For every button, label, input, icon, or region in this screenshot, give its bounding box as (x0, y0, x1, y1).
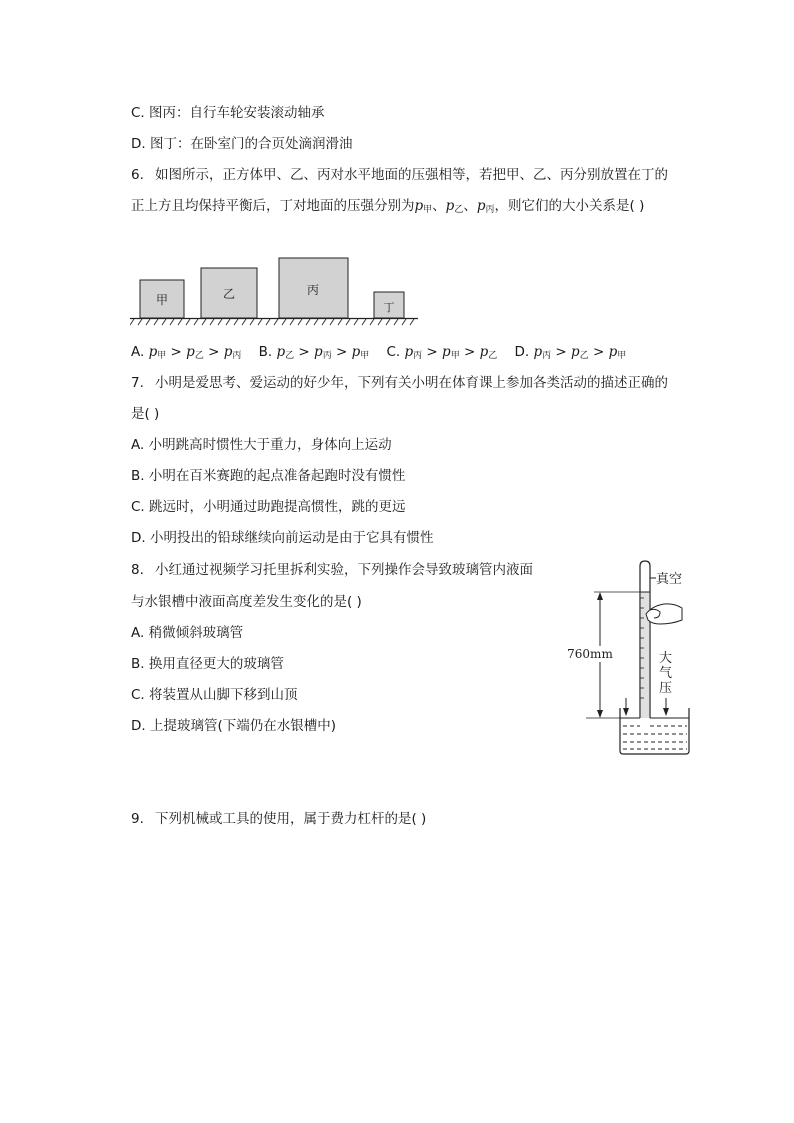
q7-option-a: A. 小明跳高时惯性大于重力，身体向上运动 (131, 437, 392, 453)
q8-stem-line2: 与水银槽中液面高度差发生变化的是( ) (131, 594, 362, 610)
q8-option-c: C. 将装置从山脚下移到山顶 (131, 687, 298, 703)
height-label: 760mm (567, 647, 613, 661)
q8-stem-line1 (131, 560, 533, 580)
ground-hatching (130, 319, 414, 325)
sub-yi: 乙 (454, 205, 464, 215)
q7-stem-line1 (131, 373, 668, 393)
q8-option-a: A. 稍微倾斜玻璃管 (131, 625, 244, 641)
hand-icon (646, 604, 682, 624)
q6-stem-line2 (131, 196, 644, 220)
q8-option-b: B. 换用直径更大的玻璃管 (131, 656, 284, 672)
q6-line2-suffix: ，则它们的大小关系是( ) (494, 198, 645, 214)
q6-line1-text: 如图所示，正方体甲、乙、丙对水平地面的压强相等，若把甲、乙、丙分别放置在丁的 (155, 167, 668, 183)
mercury-trough (620, 708, 689, 754)
block-jia-label: 甲 (155, 293, 169, 307)
tube-mercury (641, 592, 649, 718)
trough-mercury-dashes (623, 726, 687, 749)
q9-stem-line1 (131, 809, 426, 829)
separator: 、 (463, 198, 477, 214)
q6-option-d: D. $p_丙 > p_乙 > p_甲$ (514, 344, 627, 361)
q8-number: 8. (131, 562, 144, 578)
separator: 、 (432, 198, 446, 214)
q7-option-c: C. 跳远时，小明通过助跑提高惯性，跳的更远 (131, 499, 406, 515)
q6-blocks-figure (130, 252, 420, 328)
q9-number: 9. (131, 811, 144, 827)
q5-option-c: C. 图丙：自行车轮安装滚动轴承 (131, 105, 325, 121)
q6-line2-prefix: 正上方且均保持平衡后，丁对地面的压强分别为 (131, 198, 415, 214)
q6-option-a: A. $p_甲 > p_乙 > p_丙$ (131, 344, 242, 361)
height-arrow-bottom (597, 710, 603, 718)
q7-stem-line2: 是( ) (131, 406, 160, 422)
atm-label-1: 大 (659, 651, 673, 666)
p-symbol: p (414, 198, 424, 214)
block-yi-label: 乙 (222, 287, 236, 301)
q6-stem-line1 (131, 165, 668, 185)
torricelli-figure (560, 558, 700, 758)
height-arrow-top (597, 592, 603, 600)
q5-option-d: D. 图丁：在卧室门的合页处滴润滑油 (131, 136, 353, 152)
q6-number: 6. (131, 167, 144, 183)
block-bing-label: 丙 (306, 283, 320, 297)
q6-option-b: B. $p_乙 > p_丙 > p_甲$ (258, 344, 370, 361)
q7-line1-text: 小明是爱思考、爱运动的好少年，下列有关小明在体育课上参加各类活动的描述正确的 (155, 375, 668, 391)
q6-option-c: C. $p_丙 > p_甲 > p_乙$ (386, 344, 498, 361)
q9-line1-text: 下列机械或工具的使用，属于费力杠杆的是( ) (155, 811, 427, 827)
q7-option-d: D. 小明投出的铅球继续向前运动是由于它具有惯性 (131, 530, 434, 546)
atm-label-3: 压 (659, 681, 673, 696)
sub-jia: 甲 (423, 205, 433, 215)
q7-option-b: B. 小明在百米赛跑的起点准备起跑时没有惯性 (131, 468, 406, 484)
block-ding-label: 丁 (383, 301, 395, 314)
p-symbol: p (445, 198, 455, 214)
atm-label-2: 气 (659, 666, 673, 681)
q6-options (131, 342, 626, 366)
q7-number: 7. (131, 375, 144, 391)
q8-line1-text: 小红通过视频学习托里拆利实验，下列操作会导致玻璃管内液面 (155, 562, 533, 578)
sub-bing: 丙 (485, 205, 495, 215)
p-symbol: p (476, 198, 486, 214)
q8-option-d: D. 上提玻璃管(下端仍在水银槽中) (131, 718, 337, 734)
vacuum-label: 真空 (656, 572, 683, 587)
